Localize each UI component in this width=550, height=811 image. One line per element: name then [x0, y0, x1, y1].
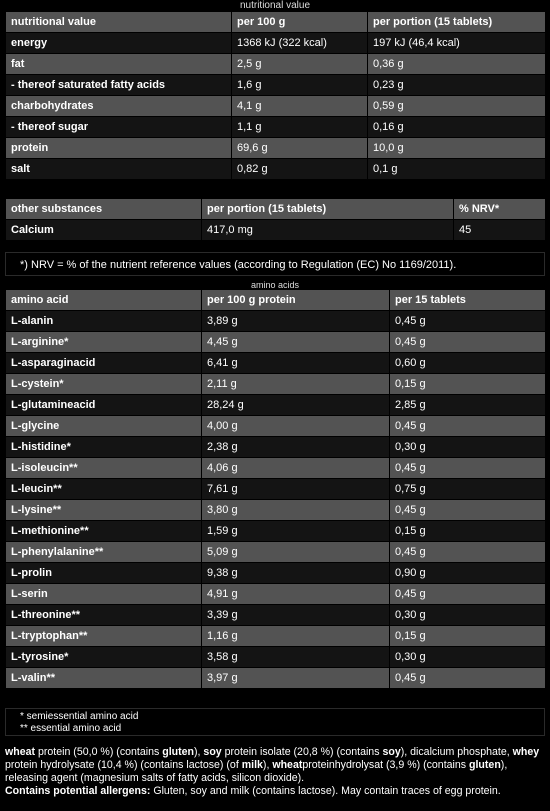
legend-semiessential: * semiessential amino acid — [20, 711, 139, 722]
amino-row — [6, 353, 546, 374]
table-header-row — [6, 290, 546, 311]
allergens-text: Gluten, soy and milk (contains lactose). May contain traces of egg protein. — [150, 785, 501, 797]
cell-value: 0,75 g — [390, 479, 546, 500]
amino-row — [6, 332, 546, 353]
cell-value: 1,6 g — [232, 75, 368, 96]
row-label: L-lysine** — [6, 500, 202, 521]
cell-value: 0,45 g — [390, 542, 546, 563]
ingredients-text — [5, 746, 545, 798]
cell-value: 1368 kJ (322 kcal) — [232, 33, 368, 54]
nutrition-caption: nutritional value — [239, 0, 311, 11]
cell-value: 0,45 g — [390, 458, 546, 479]
column-header: per 15 tablets — [390, 290, 546, 311]
cell-value: 0,15 g — [390, 521, 546, 542]
nrv-footnote: *) NRV = % of the nutrient reference values (according to Regulation (EC) No 1169/2011). — [5, 252, 545, 276]
row-label: L-tryptophan** — [6, 626, 202, 647]
cell-value: 0,45 g — [390, 332, 546, 353]
amino-row — [6, 668, 546, 689]
cell-value: 0,23 g — [368, 75, 546, 96]
nutrition-table — [5, 11, 546, 180]
table-header-row — [6, 199, 546, 220]
cell-value: 4,00 g — [202, 416, 390, 437]
amino-row — [6, 500, 546, 521]
row-label: L-serin — [6, 584, 202, 605]
cell-value: 3,89 g — [202, 311, 390, 332]
other-substances-table — [5, 198, 546, 241]
cell-value: 9,38 g — [202, 563, 390, 584]
cell-value: 45 — [454, 220, 546, 241]
cell-value: 6,41 g — [202, 353, 390, 374]
row-label: L-arginine* — [6, 332, 202, 353]
cell-value: 0,90 g — [390, 563, 546, 584]
column-header: per portion (15 tablets) — [368, 12, 546, 33]
cell-value: 1,1 g — [232, 117, 368, 138]
amino-row — [6, 458, 546, 479]
cell-value: 1,16 g — [202, 626, 390, 647]
amino-row — [6, 647, 546, 668]
row-label: L-glycine — [6, 416, 202, 437]
nutrition-row — [6, 138, 546, 159]
cell-value: 4,45 g — [202, 332, 390, 353]
row-label: L-asparaginacid — [6, 353, 202, 374]
row-label: L-isoleucin** — [6, 458, 202, 479]
nutrition-row — [6, 33, 546, 54]
cell-value: 0,15 g — [390, 626, 546, 647]
amino-row — [6, 437, 546, 458]
cell-value: 0,30 g — [390, 437, 546, 458]
allergens-label: Contains potential allergens: — [5, 785, 151, 797]
nutrition-row — [6, 96, 546, 117]
column-header: nutritional value — [6, 12, 232, 33]
row-label: energy — [6, 33, 232, 54]
cell-value: 0,30 g — [390, 605, 546, 626]
cell-value: 3,97 g — [202, 668, 390, 689]
row-label: L-histidine* — [6, 437, 202, 458]
cell-value: 197 kJ (46,4 kcal) — [368, 33, 546, 54]
cell-value: 4,1 g — [232, 96, 368, 117]
row-label: L-alanin — [6, 311, 202, 332]
amino-legend — [5, 708, 545, 736]
cell-value: 5,09 g — [202, 542, 390, 563]
row-label: - thereof sugar — [6, 117, 232, 138]
cell-value: 7,61 g — [202, 479, 390, 500]
amino-caption: amino acids — [250, 281, 300, 289]
row-label: - thereof saturated fatty acids — [6, 75, 232, 96]
cell-value: 2,85 g — [390, 395, 546, 416]
cell-value: 0,15 g — [390, 374, 546, 395]
nutrition-row — [6, 54, 546, 75]
cell-value: 0,30 g — [390, 647, 546, 668]
column-header: per 100 g protein — [202, 290, 390, 311]
cell-value: 417,0 mg — [202, 220, 454, 241]
amino-acids-section — [5, 281, 545, 689]
cell-value: 0,16 g — [368, 117, 546, 138]
amino-row — [6, 311, 546, 332]
substance-row — [6, 220, 546, 241]
amino-acids-table — [5, 289, 546, 689]
cell-value: 4,91 g — [202, 584, 390, 605]
row-label: L-cystein* — [6, 374, 202, 395]
column-header: amino acid — [6, 290, 202, 311]
amino-row — [6, 584, 546, 605]
cell-value: 4,06 g — [202, 458, 390, 479]
cell-value: 0,59 g — [368, 96, 546, 117]
row-label: L-tyrosine* — [6, 647, 202, 668]
cell-value: 3,80 g — [202, 500, 390, 521]
table-header-row — [6, 12, 546, 33]
cell-value: 0,1 g — [368, 159, 546, 180]
cell-value: 69,6 g — [232, 138, 368, 159]
cell-value: 2,38 g — [202, 437, 390, 458]
row-label: L-valin** — [6, 668, 202, 689]
column-header: per 100 g — [232, 12, 368, 33]
cell-value: 0,60 g — [390, 353, 546, 374]
amino-row — [6, 605, 546, 626]
cell-value: 28,24 g — [202, 395, 390, 416]
cell-value: 0,45 g — [390, 500, 546, 521]
cell-value: 2,5 g — [232, 54, 368, 75]
row-label: Calcium — [6, 220, 202, 241]
row-label: L-phenylalanine** — [6, 542, 202, 563]
cell-value: 0,45 g — [390, 584, 546, 605]
row-label: L-threonine** — [6, 605, 202, 626]
cell-value: 3,39 g — [202, 605, 390, 626]
cell-value: 10,0 g — [368, 138, 546, 159]
allergens-line — [5, 785, 545, 798]
amino-row — [6, 479, 546, 500]
nutrition-row — [6, 75, 546, 96]
cell-value: 2,11 g — [202, 374, 390, 395]
amino-row — [6, 521, 546, 542]
cell-value: 3,58 g — [202, 647, 390, 668]
cell-value: 0,45 g — [390, 416, 546, 437]
column-header: other substances — [6, 199, 202, 220]
row-label: salt — [6, 159, 232, 180]
row-label: charbohydrates — [6, 96, 232, 117]
other-substances-section — [5, 198, 545, 241]
amino-row — [6, 395, 546, 416]
row-label: L-prolin — [6, 563, 202, 584]
ingredients-list: wheat protein (50,0 %) (contains gluten), soy protein isolate (20,8 %) (contains soy), dicalcium phosphate, whey protein hydrolysate (10,4 %) (contains lactose) (of milk), wheatproteinhydrolysat (3,9 %) (contains gluten), releasing agent (magnesium salts of fatty acids, silicon dioxide). — [5, 746, 540, 784]
nutrition-row — [6, 117, 546, 138]
nutrition-section — [5, 0, 545, 180]
row-label: L-leucin** — [6, 479, 202, 500]
nutrition-row — [6, 159, 546, 180]
row-label: protein — [6, 138, 232, 159]
amino-row — [6, 626, 546, 647]
row-label: fat — [6, 54, 232, 75]
row-label: L-glutamineacid — [6, 395, 202, 416]
amino-row — [6, 374, 546, 395]
cell-value: 0,45 g — [390, 668, 546, 689]
cell-value: 0,82 g — [232, 159, 368, 180]
amino-row — [6, 563, 546, 584]
column-header: % NRV* — [454, 199, 546, 220]
cell-value: 1,59 g — [202, 521, 390, 542]
row-label: L-methionine** — [6, 521, 202, 542]
column-header: per portion (15 tablets) — [202, 199, 454, 220]
legend-essential: ** essential amino acid — [20, 723, 122, 734]
cell-value: 0,45 g — [390, 311, 546, 332]
cell-value: 0,36 g — [368, 54, 546, 75]
amino-row — [6, 542, 546, 563]
amino-row — [6, 416, 546, 437]
